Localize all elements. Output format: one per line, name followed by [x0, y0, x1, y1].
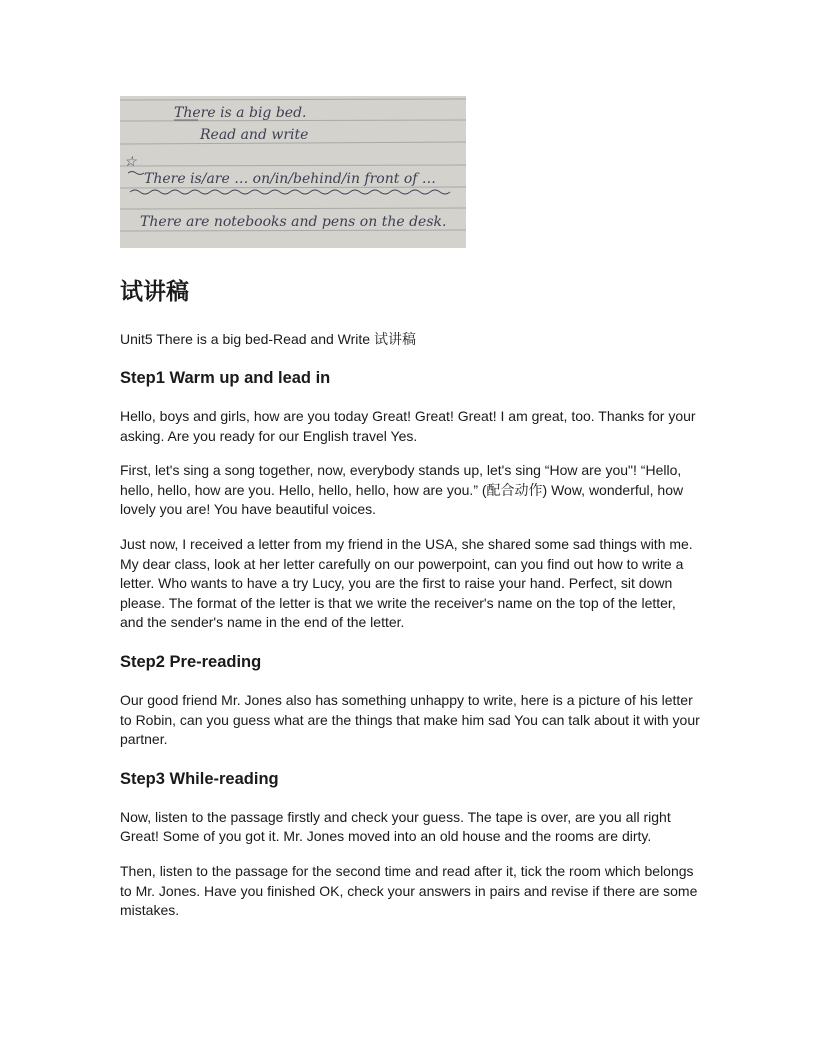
handwritten-notes-photo: [120, 96, 466, 248]
paragraph: Then, listen to the passage for the second time and read after it, tick the room which belongs to Mr. Jones. Have you finished OK, check your answers in pairs and revise if there are some mistakes.: [120, 862, 698, 919]
document-title: 试讲稿: [120, 279, 189, 305]
paragraph: Just now, I received a letter from my friend in the USA, she shared some sad things with me. My dear class, look at her letter carefully on our powerpoint, can you find out how to write a letter. Who wants to have a try Lucy, you are the first to raise your hand. Perfect, sit down please. The format of the letter is that we write the receiver's name on the top of the letter, and the sender's name in the end of the letter.: [120, 535, 693, 631]
section-heading-step2: Step2 Pre-reading: [120, 652, 262, 671]
paragraph: Our good friend Mr. Jones also has something unhappy to write, here is a picture of his letter to Robin, can you guess what are the things that make him sad You can talk about it with your partner.: [120, 691, 700, 748]
wavy-underline: [130, 190, 450, 194]
notebook-lines: [120, 96, 466, 248]
squiggle-mark: [128, 172, 144, 175]
handwritten-line-1: There is a big bed.: [174, 105, 307, 121]
paragraph: Now, listen to the passage firstly and check your guess. The tape is over, are you all right Great! Some of you got it. Mr. Jones moved into an old house and the rooms are dirty.: [120, 808, 671, 845]
paragraph: First, let's sing a song together, now, everybody stands up, let's sing “How are you"! “Hello, hello, hello, how are you. Hello, hello, hello, how are you.” (配合动作) Wow, wonderful, how lovely you are! You have beautiful voices.: [120, 462, 684, 518]
paragraph: Hello, boys and girls, how are you today Great! Great! Great! I am great, too. Thanks for your asking. Are you ready for our English travel Yes.: [120, 408, 696, 444]
section-heading-step3: Step3 While-reading: [120, 769, 279, 788]
handwritten-line-3: There is/are … on/in/behind/in front of …: [144, 171, 436, 187]
document-subtitle: Unit5 There is a big bed-Read and Write 试讲稿: [120, 331, 416, 347]
handwritten-line-2: Read and write: [200, 127, 309, 143]
star-icon: ☆: [124, 154, 137, 170]
handwritten-line-4: There are notebooks and pens on the desk.: [140, 214, 447, 230]
section-heading-step1: Step1 Warm up and lead in: [120, 369, 331, 387]
document-page: [120, 96, 700, 921]
